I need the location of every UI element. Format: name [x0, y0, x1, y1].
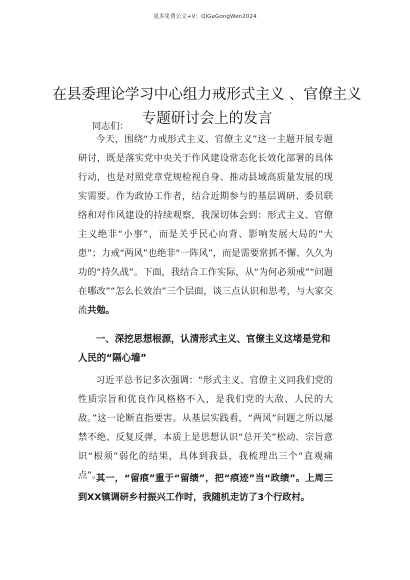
point1-lead: 其一，“留痕”重于“留绩”，把“痕迹”当“政绩”。: [96, 473, 306, 484]
paragraph-point1: [78, 469, 333, 507]
section-heading-1: 一、深挖思想根源，认清形式主义、官僚主义这堵是党和人民的“隔心墙”: [78, 334, 331, 364]
greeting: 同志们：: [92, 121, 129, 132]
paragraph-intro-end: 共勉。: [87, 305, 115, 316]
watermark-text: 更多免费公文+V：QiGeGongWen2024: [153, 14, 257, 20]
paragraph-intro-text: 今天，围绕“力戒形式主义、官僚主义”这一主题开展专题研讨，既是落实党中央关于作风建设常态化长效化部署的具体行动，也是对照党章党规检视自身、推动县域高质量发展的现实需要。作为政协工作者，结合近期参与的基层调研、委员联络和对作风建设的持续观察，我深切体会到：形式主义、官僚主义绝非“小事”，而是关乎民心向背、影响发展大局的“大患”；力戒“两风”也绝非“一阵风”，而是需要常抓不懈、久久为功的“持久战”。下面，我结合工作实际，从“为何必须戒”“问题在哪改”“怎么长效治”三个层面，谈三点认识和思考，与大家交流: [78, 134, 333, 316]
paragraph-intro: [78, 130, 333, 320]
document-title: 在县委理论学习中心组力戒形式主义 、官僚主义专题研讨会上的发言: [52, 86, 362, 127]
paragraph-section1: 习近平总书记多次强调：“形式主义、官僚主义同我们党的性质宗旨和优良作风格格不入，是我们党的大敌、人民的大敌。”这一论断直指要害。从基层实践看，“两风”问题之所以屡禁不绝、反复反弹，本质上是思想认识“总开关”松动、宗旨意识“根须”弱化的结果，具体到我县，我梳理出三个“直观痛点”。: [78, 375, 333, 481]
point1-text: 上周三到XX镇调研乡村振兴工作时，我随机走访了3个行政村。: [78, 473, 334, 503]
